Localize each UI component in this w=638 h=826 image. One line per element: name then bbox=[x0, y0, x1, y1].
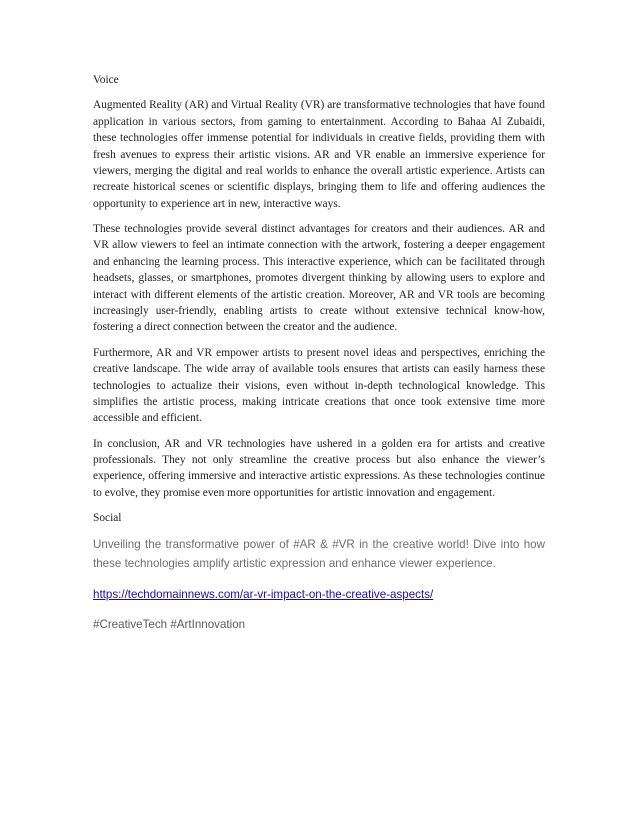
voice-paragraph-1: Augmented Reality (AR) and Virtual Reality (VR) are transformative technologies that have found application in various sectors, from gaming to entertainment. According to Bahaa Al Zubaidi, these technologies offer immense potential for individuals in creative fields, providing them with fresh avenues to express their artistic visions. AR and VR enable an immersive experience for viewers, merging the digital and real worlds to enhance the overall artistic experience. Artists can recreate historical scenes or scientific displays, bringing them to life and offering audiences the opportunity to experience art in new, interactive ways. bbox=[93, 99, 545, 210]
article-link[interactable]: https://techdomainnews.com/ar-vr-impact-on-the-creative-aspects/ bbox=[93, 588, 434, 602]
social-teaser: Unveiling the transformative power of #AR & #VR in the creative world! Dive into how these technologies amplify artistic expression and enhance viewer experience. bbox=[93, 538, 545, 570]
document-page bbox=[93, 72, 545, 634]
voice-paragraph-4: In conclusion, AR and VR technologies have ushered in a golden era for artists and creative professionals. They not only streamline the creative process but also enhance the viewer’s experience, offering immersive and interactive artistic expressions. As these technologies continue to evolve, they promise even more opportunities for artistic innovation and engagement. bbox=[93, 437, 545, 499]
voice-paragraph-3: Furthermore, AR and VR empower artists to present novel ideas and perspectives, enriching the creative landscape. The wide array of available tools ensures that artists can easily harness these technologies to actualize their visions, even without in-depth technological knowledge. This simplifies the artistic process, making intricate creations that once took extensive time more accessible and efficient. bbox=[93, 346, 545, 425]
voice-paragraph-2: These technologies provide several distinct advantages for creators and their audiences. AR and VR allow viewers to feel an intimate connection with the artwork, fostering a deeper engagement and enhancing the learning process. This interactive experience, which can be facilitated through headsets, glasses, or smartphones, promotes divergent thinking by allowing users to explore and interact with different elements of the artistic creation. Moreover, AR and VR tools are becoming increasingly user-friendly, enabling artists to create without extensive technical know-how, fostering a direct connection between the creator and the audience. bbox=[93, 223, 545, 334]
social-heading: Social bbox=[93, 511, 122, 524]
voice-heading: Voice bbox=[93, 74, 119, 86]
hashtags: #CreativeTech #ArtInnovation bbox=[93, 617, 246, 631]
